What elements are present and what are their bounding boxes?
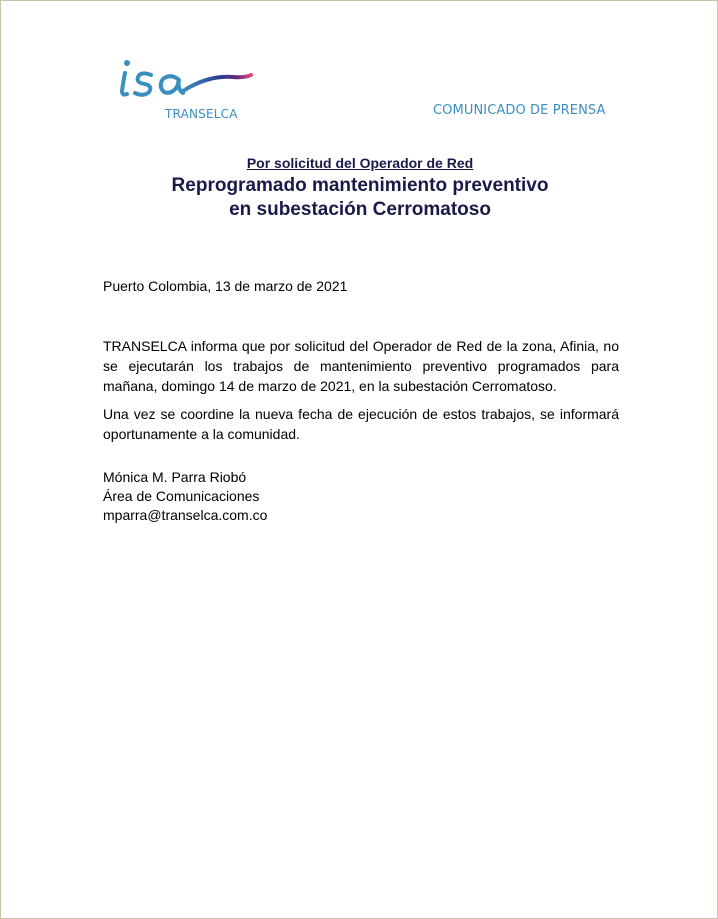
signature-block bbox=[103, 468, 619, 525]
isa-transelca-logo bbox=[113, 53, 263, 123]
press-release-label: COMUNICADO DE PRENSA bbox=[433, 103, 606, 118]
paragraph-1: TRANSELCA informa que por solicitud del Operador de Red de la zona, Afinia, no se ejecutarán los trabajos de mantenimiento preventivo programados para mañana, domingo 14 de marzo de 2021, en la subestación Cerromatoso. bbox=[103, 338, 619, 394]
paragraph-2: Una vez se coordine la nueva fecha de ejecución de estos trabajos, se informará oportunamente a la comunidad. bbox=[103, 406, 619, 442]
isa-logo-mark bbox=[113, 53, 263, 105]
headline-line-1: Reprogramado mantenimiento preventivo bbox=[171, 175, 549, 196]
dateline: Puerto Colombia, 13 de marzo de 2021 bbox=[103, 278, 348, 294]
title-kicker: Por solicitud del Operador de Red bbox=[246, 155, 474, 171]
headline bbox=[1, 174, 718, 222]
signature-department: Área de Comunicaciones bbox=[103, 488, 260, 504]
signature-email: mparra@transelca.com.co bbox=[103, 507, 268, 523]
headline-line-2: en subestación Cerromatoso bbox=[229, 199, 491, 220]
logo-subtitle: TRANSELCA bbox=[165, 107, 238, 121]
signature-name: Mónica M. Parra Riobó bbox=[103, 469, 247, 485]
